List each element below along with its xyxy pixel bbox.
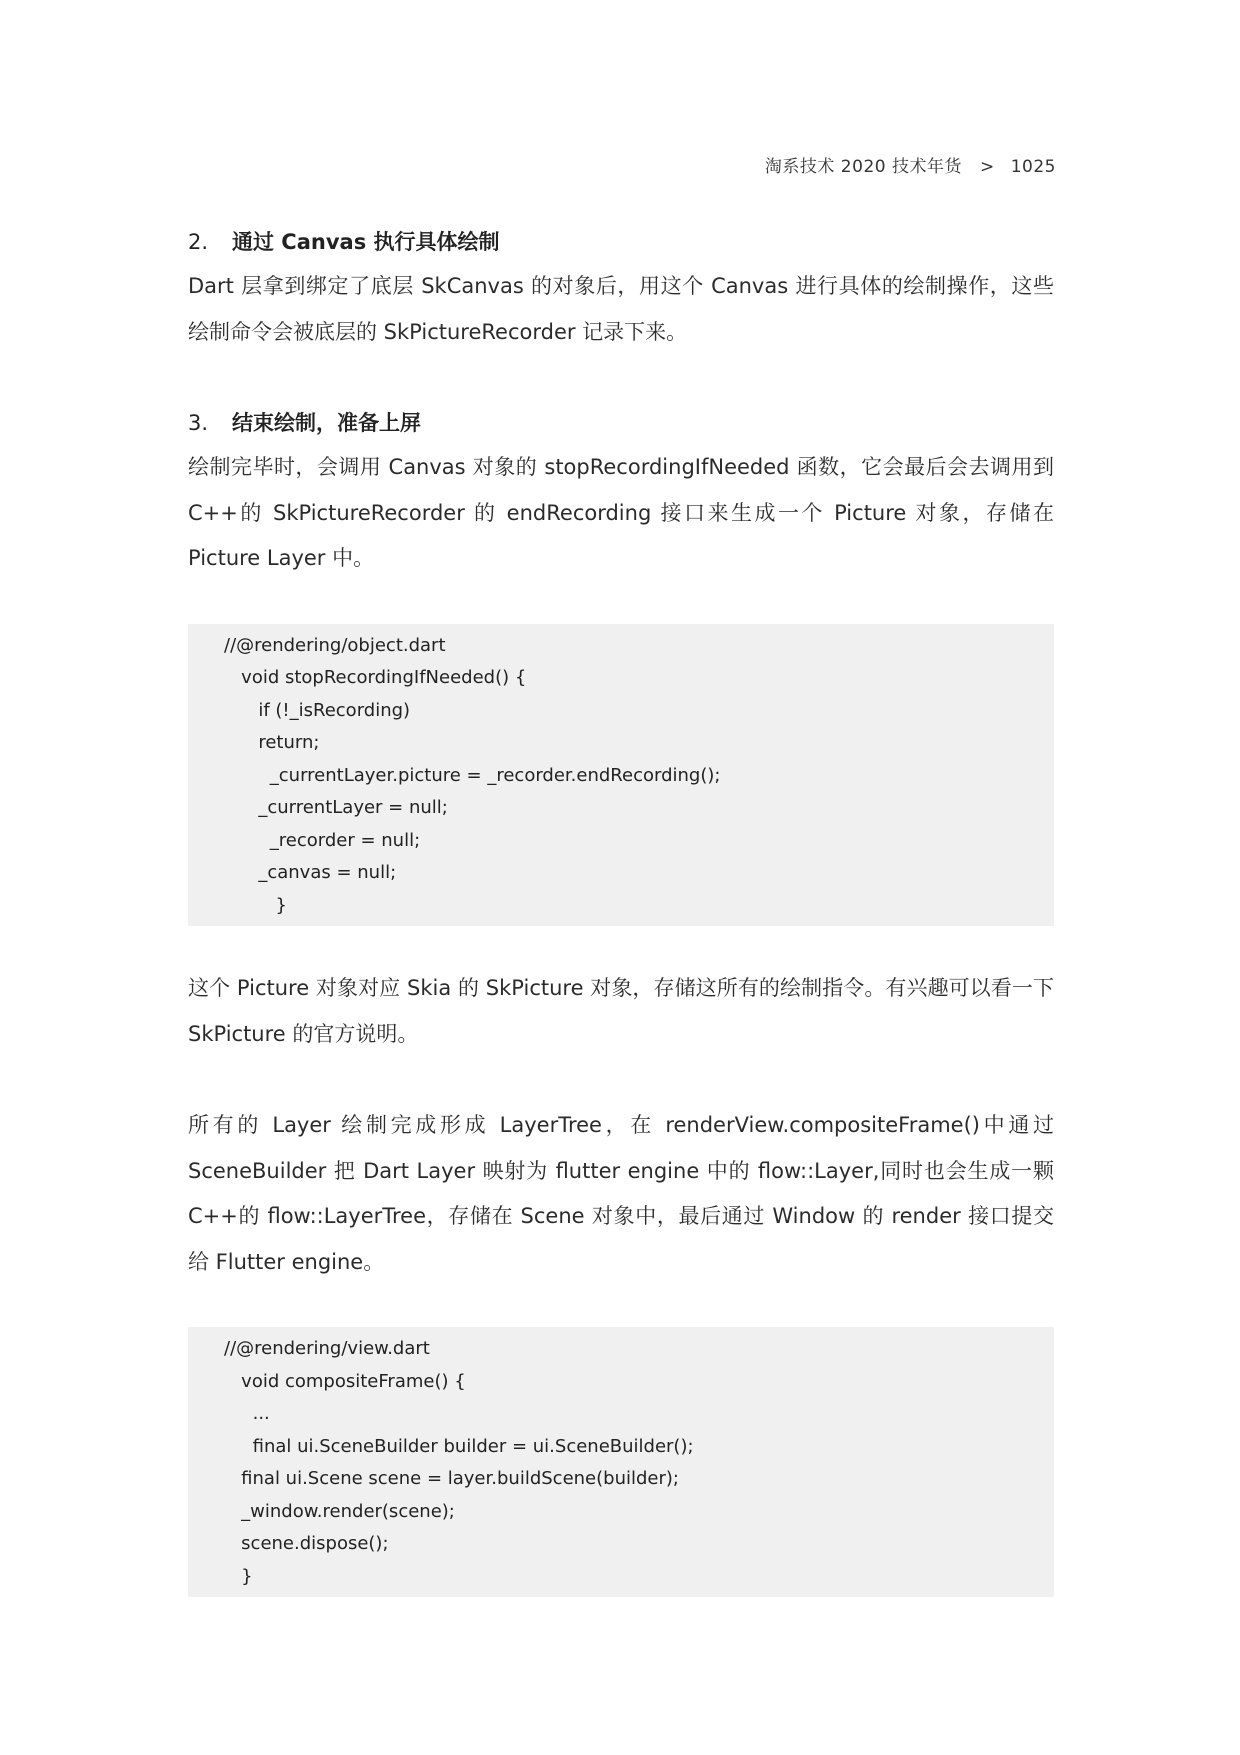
code-line: ... (224, 1403, 270, 1424)
code-line: _currentLayer = null; (224, 797, 448, 818)
section-title: 通过 Canvas 执行具体绘制 (232, 230, 500, 254)
code-line: final ui.Scene scene = layer.buildScene(builder); (224, 1468, 679, 1489)
code-line: final ui.SceneBuilder builder = ui.SceneBuilder(); (224, 1435, 694, 1457)
code-line: _recorder = null; (224, 829, 421, 851)
book-title: 淘系技术 2020 技术年货 (764, 157, 962, 177)
section-3-heading (188, 401, 1054, 445)
code-line: if (!_isRecording) (224, 699, 411, 721)
code-line: scene.dispose(); (224, 1533, 389, 1554)
code-line: //@rendering/view.dart (224, 1338, 430, 1359)
code-line: } (224, 894, 287, 916)
code-line: void stopRecordingIfNeeded() { (224, 667, 527, 688)
picture-paragraph: 这个 Picture 对象对应 Skia 的 SkPicture 对象，存储这所有的绘制指令。有兴趣可以看一下 SkPicture 的官方说明。 (188, 976, 1054, 1046)
code-line: _canvas = null; (224, 862, 397, 883)
running-header (765, 152, 1056, 177)
code-line: void compositeFrame() { (224, 1370, 466, 1392)
section-3-paragraph: 绘制完毕时，会调用 Canvas 对象的 stopRecordingIfNeeded 函数，它会最后会去调用到 C++的 SkPictureRecorder 的 endRecording 接口来生成一个 Picture 对象，存储在 Picture Layer 中。 (188, 455, 1054, 570)
code-block-object-dart (188, 624, 1054, 927)
code-block-view-dart (188, 1327, 1054, 1597)
section-number: 3. (188, 411, 209, 435)
page-body (188, 220, 1054, 1597)
code-line: } (224, 1565, 253, 1587)
code-line: return; (224, 732, 320, 753)
section-title: 结束绘制，准备上屏 (232, 411, 421, 435)
section-number: 2. (188, 230, 209, 254)
page-number: 1025 (1010, 157, 1056, 177)
code-line: //@rendering/object.dart (224, 634, 446, 656)
code-line: _currentLayer.picture = _recorder.endRecording(); (224, 764, 721, 786)
section-2-heading (188, 220, 1054, 264)
section-2-paragraph: Dart 层拿到绑定了底层 SkCanvas 的对象后，用这个 Canvas 进行具体的绘制操作，这些绘制命令会被底层的 SkPictureRecorder 记录下来。 (188, 274, 1054, 344)
code-line: _window.render(scene); (224, 1500, 455, 1522)
layer-tree-paragraph: 所有的 Layer 绘制完成形成 LayerTree，在 renderView.compositeFrame()中通过 SceneBuilder 把 Dart Layer 映射为 flutter engine 中的 flow::Layer,同时也会生成一颗 C++的 flow::LayerTree，存储在 Scene 对象中，最后通过 Window 的 render 接口提交给 Flutter engine。 (188, 1113, 1054, 1274)
header-separator: > (979, 157, 995, 177)
